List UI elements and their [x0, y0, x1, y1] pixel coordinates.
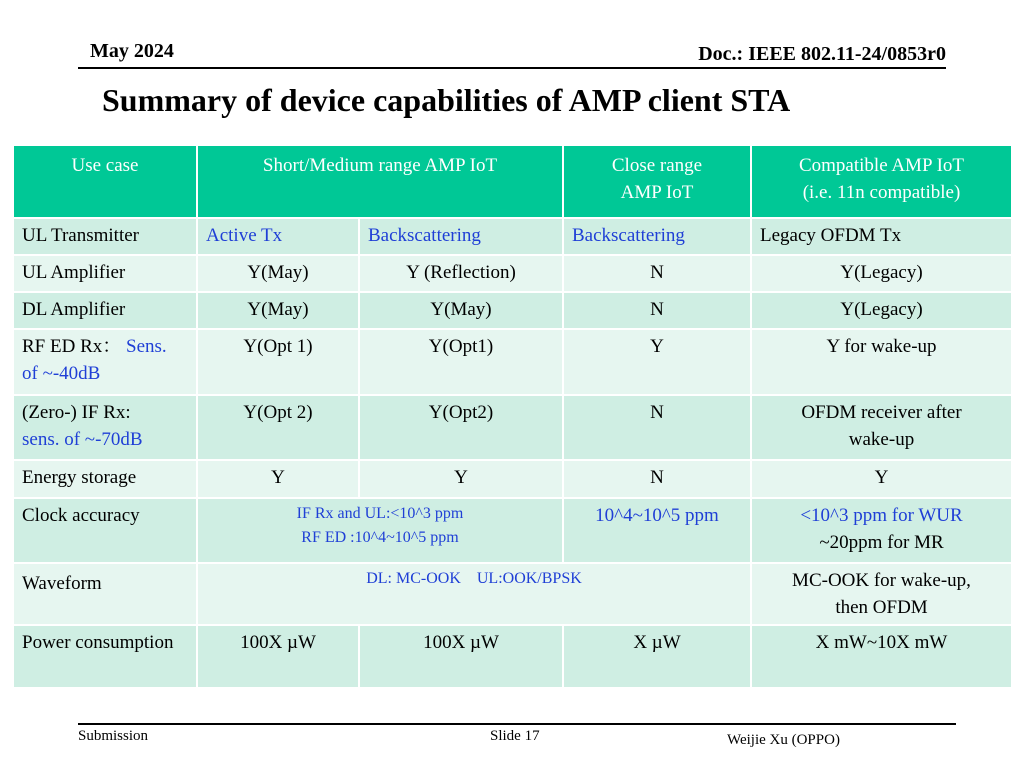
header-close-range	[563, 145, 751, 218]
cell-energy-close: N	[563, 460, 751, 497]
row-label-dl-amplifier: DL Amplifier	[13, 292, 197, 329]
cell-energy-sm1: Y	[197, 460, 359, 497]
header-close-line2: AMP IoT	[620, 182, 694, 203]
cell-rf-ed-sm2: Y(Opt1)	[359, 329, 563, 394]
table-header-row	[13, 145, 1012, 218]
cell-zero-if-compat	[751, 395, 1012, 460]
rf-ed-label: RF ED Rx：	[22, 336, 122, 358]
capabilities-table	[12, 144, 1013, 689]
clock-compat-line2: ~20ppm for MR	[819, 531, 944, 553]
table-row	[13, 395, 1012, 460]
header-doc-id: Doc.: IEEE 802.11-24/0853r0	[698, 43, 946, 65]
header-compat-line2: (i.e. 11n compatible)	[802, 182, 961, 203]
row-label-ul-transmitter: UL Transmitter	[13, 218, 197, 255]
waveform-compat-line1: MC-OOK for wake-up,	[792, 570, 971, 591]
cell-rf-ed-compat: Y for wake-up	[751, 329, 1012, 394]
cell-ul-amp-sm1: Y(May)	[197, 255, 359, 292]
cell-power-close: X µW	[563, 625, 751, 688]
header-use-case: Use case	[13, 145, 197, 218]
table-row	[13, 329, 1012, 394]
cell-ul-tx-close: Backscattering	[563, 218, 751, 255]
cell-rf-ed-sm1: Y(Opt 1)	[197, 329, 359, 394]
row-label-ul-amplifier: UL Amplifier	[13, 255, 197, 292]
cell-dl-amp-sm2: Y(May)	[359, 292, 563, 329]
table-row	[13, 563, 1012, 625]
cell-ul-tx-backscatter: Backscattering	[359, 218, 563, 255]
clock-sm-line1: IF Rx and UL:<10^3 ppm	[296, 504, 464, 522]
clock-sm-line2: RF ED :10^4~10^5 ppm	[301, 528, 459, 546]
cell-zero-if-sm1: Y(Opt 2)	[197, 395, 359, 460]
footer-author: Weijie Xu (OPPO)	[727, 732, 840, 748]
table-row	[13, 498, 1012, 563]
cell-power-sm1: 100X µW	[197, 625, 359, 688]
rf-ed-sens-value: of ~-40dB	[22, 363, 101, 385]
zero-if-sens-value: sens. of ~-70dB	[22, 428, 143, 450]
header-compat-line1: Compatible AMP IoT	[798, 155, 965, 176]
cell-clock-short-medium	[197, 498, 563, 563]
header-compatible	[751, 145, 1012, 218]
cell-ul-tx-compat: Legacy OFDM Tx	[751, 218, 1012, 255]
cell-zero-if-sm2: Y(Opt2)	[359, 395, 563, 460]
footer-slide-number: Slide 17	[490, 728, 540, 744]
cell-dl-amp-sm1: Y(May)	[197, 292, 359, 329]
cell-rf-ed-close: Y	[563, 329, 751, 394]
cell-zero-if-close: N	[563, 395, 751, 460]
cell-ul-amp-close: N	[563, 255, 751, 292]
waveform-compat-line2: then OFDM	[835, 597, 928, 618]
row-label-power-consumption: Power consumption	[13, 625, 197, 688]
header-date: May 2024	[90, 40, 174, 62]
zero-if-label: (Zero-) IF Rx:	[22, 401, 131, 423]
cell-energy-compat: Y	[751, 460, 1012, 497]
table-row	[13, 255, 1012, 292]
table-row	[13, 292, 1012, 329]
clock-compat-line1: <10^3 ppm for WUR	[800, 504, 963, 526]
row-label-energy-storage: Energy storage	[13, 460, 197, 497]
row-label-clock-accuracy: Clock accuracy	[13, 498, 197, 563]
cell-ul-amp-compat: Y(Legacy)	[751, 255, 1012, 292]
footer-divider	[78, 723, 956, 725]
cell-waveform-merged: DL: MC-OOK UL:OOK/BPSK	[197, 563, 751, 625]
table-row	[13, 218, 1012, 255]
footer-submission: Submission	[78, 728, 149, 744]
cell-energy-sm2: Y	[359, 460, 563, 497]
rf-ed-sens-label: Sens.	[126, 336, 167, 358]
cell-clock-close: 10^4~10^5 ppm	[563, 498, 751, 563]
cell-ul-amp-sm2: Y (Reflection)	[359, 255, 563, 292]
cell-dl-amp-compat: Y(Legacy)	[751, 292, 1012, 329]
row-label-zero-if-rx	[13, 395, 197, 460]
table-row	[13, 625, 1012, 688]
cell-clock-compat	[751, 498, 1012, 563]
cell-waveform-compat	[751, 563, 1012, 625]
header-divider	[78, 67, 946, 69]
header-close-line1: Close range	[611, 155, 703, 176]
table-row	[13, 460, 1012, 497]
row-label-waveform: Waveform	[13, 563, 197, 625]
zero-if-compat-line1: OFDM receiver after	[801, 401, 962, 423]
cell-power-compat: X mW~10X mW	[751, 625, 1012, 688]
zero-if-compat-line2: wake-up	[848, 428, 915, 450]
cell-power-sm2: 100X µW	[359, 625, 563, 688]
cell-dl-amp-close: N	[563, 292, 751, 329]
slide-title: Summary of device capabilities of AMP client STA	[102, 82, 791, 118]
cell-ul-tx-active: Active Tx	[197, 218, 359, 255]
header-short-medium: Short/Medium range AMP IoT	[197, 145, 563, 218]
row-label-rf-ed-rx	[13, 329, 197, 394]
